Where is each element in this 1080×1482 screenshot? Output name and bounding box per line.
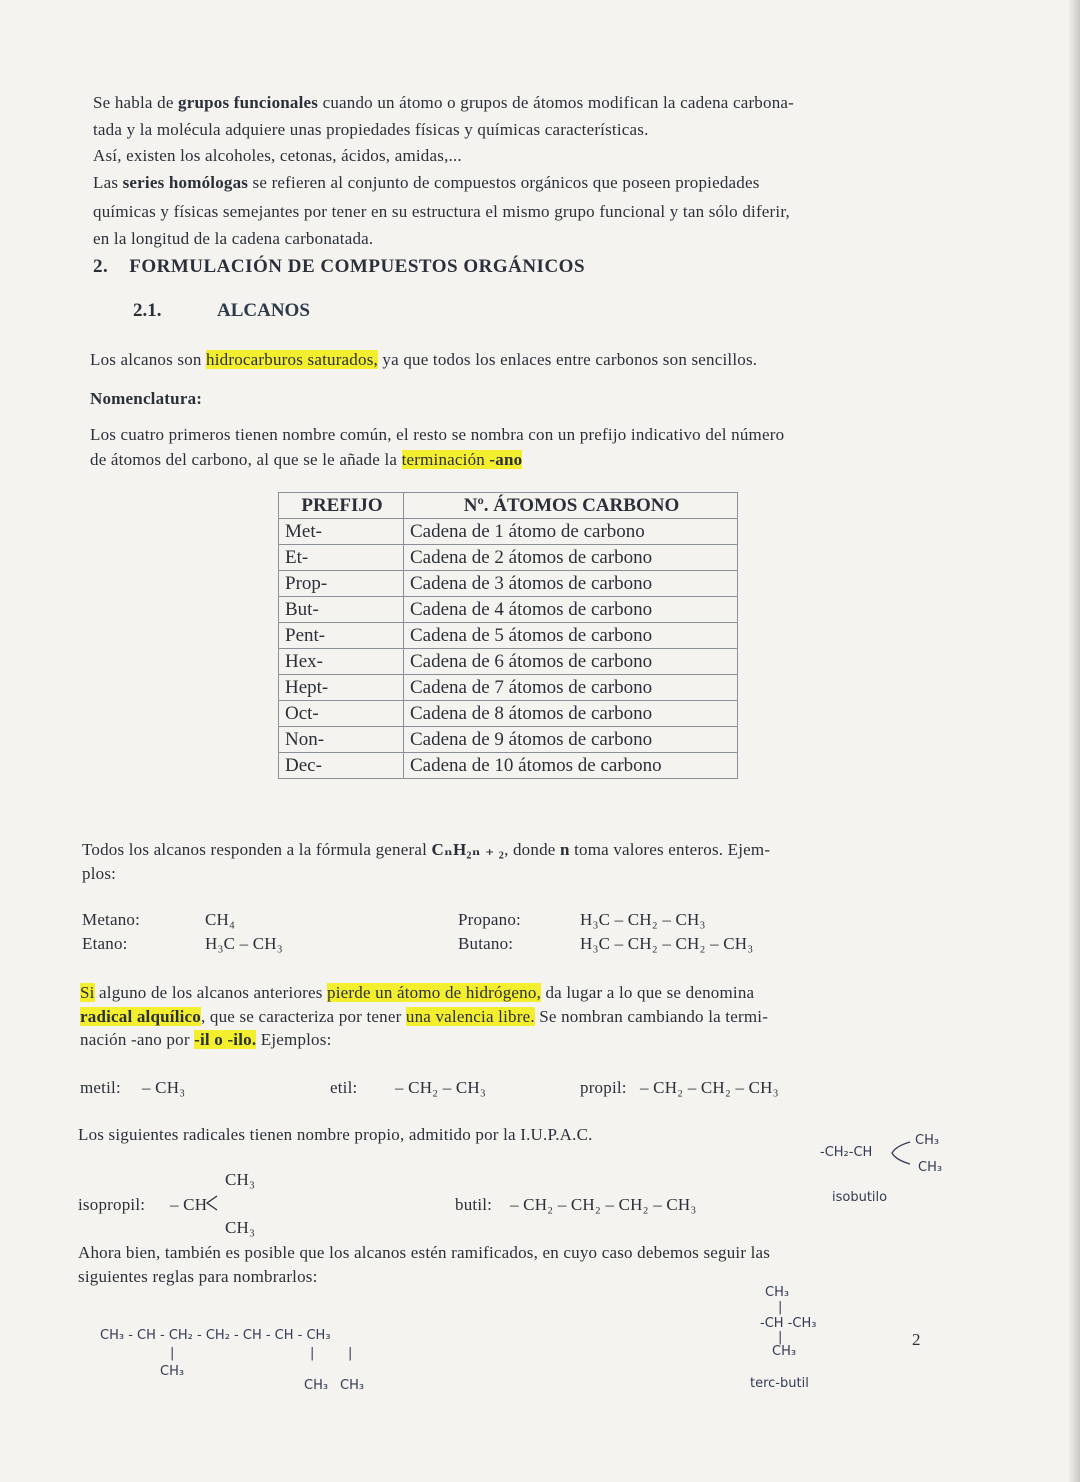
terc-mid: -CH -CH₃ bbox=[760, 1316, 817, 1331]
iupac-line: Los siguientes radicales tienen nombre propio, admitido por la I.U.P.A.C. bbox=[78, 1125, 593, 1144]
section-heading: 2. FORMULACIÓN DE COMPUESTOS ORGÁNICOS bbox=[93, 256, 586, 277]
metano-label: Metano: bbox=[82, 910, 141, 929]
page-number: 2 bbox=[912, 1330, 921, 1349]
propano-formula: H₃C – CH₂ – CH₃ bbox=[580, 910, 706, 929]
intro-line-2: tada y la molécula adquiere unas propiedades físicas y químicas características. bbox=[93, 120, 649, 139]
table-row bbox=[279, 675, 738, 701]
isobutil-branch-icon bbox=[888, 1138, 914, 1168]
formula-line-2: plos: bbox=[82, 864, 117, 883]
propano-label: Propano: bbox=[458, 910, 521, 929]
atoms-cell: Cadena de 3 átomos de carbono bbox=[404, 571, 738, 597]
atoms-cell: Cadena de 4 átomos de carbono bbox=[404, 597, 738, 623]
chain-sub-2: CH₃ bbox=[304, 1378, 329, 1393]
subsection-title: ALCANOS bbox=[217, 300, 310, 321]
atoms-cell: Cadena de 1 átomo de carbono bbox=[404, 519, 738, 545]
butano-formula: H₃C – CH₂ – CH₂ – CH₃ bbox=[580, 934, 754, 953]
radical-line-3: nación -ano por -il o -ilo. Ejemplos: bbox=[80, 1030, 332, 1049]
table-row bbox=[279, 571, 738, 597]
chain-sub-1: CH₃ bbox=[160, 1364, 185, 1379]
isobutil-branch-bottom: CH₃ bbox=[918, 1160, 943, 1175]
terc-bond-bottom: | bbox=[778, 1330, 783, 1345]
header-prefijo: PREFIJO bbox=[279, 493, 404, 519]
intro-line-3: Así, existen los alcoholes, cetonas, ácidos, amidas,... bbox=[93, 146, 462, 165]
intro-line-5: químicas y físicas semejantes por tener en su estructura el mismo grupo funcional y tan sólo diferir, bbox=[93, 202, 790, 221]
atoms-cell: Cadena de 2 átomos de carbono bbox=[404, 545, 738, 571]
propil-label: propil: bbox=[580, 1078, 627, 1097]
isobutil-branch-top: CH₃ bbox=[915, 1133, 940, 1148]
prefix-cell: Pent- bbox=[279, 623, 404, 649]
butano-label: Butano: bbox=[458, 934, 514, 953]
butil-formula: – CH₂ – CH₂ – CH₂ – CH₃ bbox=[510, 1195, 697, 1214]
ramificados-line-1: Ahora bien, también es posible que los alcanos estén ramificados, en cuyo caso debemos seguir las bbox=[78, 1243, 771, 1262]
intro-line-1: Se habla de grupos funcionales cuando un átomo o grupos de átomos modifican la cadena carbona- bbox=[93, 93, 795, 112]
terc-bond-top: | bbox=[778, 1300, 783, 1315]
propil-formula: – CH₂ – CH₂ – CH₃ bbox=[640, 1078, 779, 1097]
prefix-cell: Prop- bbox=[279, 571, 404, 597]
prefix-cell: Met- bbox=[279, 519, 404, 545]
chain-sub-3: CH₃ bbox=[340, 1378, 365, 1393]
isopropil-branch-icon bbox=[203, 1193, 219, 1213]
isobutil-formula: -CH₂-CH bbox=[820, 1145, 873, 1160]
chain-bond-3: | bbox=[348, 1346, 353, 1361]
atoms-cell: Cadena de 9 átomos de carbono bbox=[404, 727, 738, 753]
table-row bbox=[279, 545, 738, 571]
isopropil-label: isopropil: bbox=[78, 1195, 146, 1214]
etano-label: Etano: bbox=[82, 934, 128, 953]
atoms-cell: Cadena de 7 átomos de carbono bbox=[404, 675, 738, 701]
butil-label: butil: bbox=[455, 1195, 493, 1214]
ramificados-line-2: siguientes reglas para nombrarlos: bbox=[78, 1267, 318, 1286]
prefix-cell: Hex- bbox=[279, 649, 404, 675]
nomenclatura-line-2: de átomos del carbono, al que se le añade la terminación -ano bbox=[90, 450, 523, 469]
header-atomos: Nº. ÁTOMOS CARBONO bbox=[404, 493, 738, 519]
metil-label: metil: bbox=[80, 1078, 121, 1097]
metil-formula: – CH₃ bbox=[142, 1078, 186, 1097]
subsection-number: 2.1. bbox=[133, 300, 162, 321]
terc-bottom: CH₃ bbox=[772, 1344, 797, 1359]
etano-formula: H₃C – CH₃ bbox=[205, 934, 283, 953]
etil-label: etil: bbox=[330, 1078, 358, 1097]
metano-formula: CH₄ bbox=[205, 910, 236, 929]
nomenclatura-heading: Nomenclatura: bbox=[90, 389, 203, 408]
atoms-cell: Cadena de 10 átomos de carbono bbox=[404, 753, 738, 779]
nomenclatura-line-1: Los cuatro primeros tienen nombre común, el resto se nombra con un prefijo indicativo del número bbox=[90, 425, 785, 444]
atoms-cell: Cadena de 8 átomos de carbono bbox=[404, 701, 738, 727]
formula-line-1: Todos los alcanos responden a la fórmula general CₙH₂ₙ ₊ ₂, donde n toma valores enteros. Ejem- bbox=[82, 840, 771, 859]
intro-line-6: en la longitud de la cadena carbonatada. bbox=[93, 229, 374, 248]
prefix-cell: Et- bbox=[279, 545, 404, 571]
radical-line-1: Si alguno de los alcanos anteriores pierde un átomo de hidrógeno, da lugar a lo que se denomina bbox=[80, 983, 755, 1002]
prefix-cell: Non- bbox=[279, 727, 404, 753]
table-row bbox=[279, 727, 738, 753]
radical-line-2: radical alquílico, que se caracteriza por tener una valencia libre. Se nombran cambiando la termi- bbox=[80, 1007, 769, 1026]
chain-bond-1: | bbox=[170, 1346, 175, 1361]
table-row bbox=[279, 701, 738, 727]
chain-bond-2: | bbox=[310, 1346, 315, 1361]
intro-line-4: Las series homólogas se refieren al conjunto de compuestos orgánicos que poseen propiedades bbox=[93, 173, 760, 192]
isopropil-bottom: CH₃ bbox=[225, 1218, 256, 1237]
prefix-cell: Oct- bbox=[279, 701, 404, 727]
terc-label: terc-butil bbox=[750, 1376, 809, 1391]
isobutil-label: isobutilo bbox=[832, 1190, 888, 1205]
alcanos-definition: Los alcanos son hidrocarburos saturados, ya que todos los enlaces entre carbonos son sencillos. bbox=[90, 350, 758, 369]
terc-top: CH₃ bbox=[765, 1285, 790, 1300]
table-header-row bbox=[279, 493, 738, 519]
prefix-cell: Dec- bbox=[279, 753, 404, 779]
prefix-table bbox=[278, 492, 738, 779]
table-row bbox=[279, 519, 738, 545]
atoms-cell: Cadena de 6 átomos de carbono bbox=[404, 649, 738, 675]
isopropil-mid: – CH bbox=[170, 1195, 208, 1214]
table-row bbox=[279, 649, 738, 675]
table-row bbox=[279, 623, 738, 649]
prefix-cell: But- bbox=[279, 597, 404, 623]
prefix-cell: Hept- bbox=[279, 675, 404, 701]
table-row bbox=[279, 753, 738, 779]
isopropil-top: CH₃ bbox=[225, 1170, 256, 1189]
atoms-cell: Cadena de 5 átomos de carbono bbox=[404, 623, 738, 649]
page-edge-shadow bbox=[1068, 0, 1080, 1482]
chain-formula: CH₃ - CH - CH₂ - CH₂ - CH - CH - CH₃ bbox=[100, 1328, 331, 1343]
table-row bbox=[279, 597, 738, 623]
etil-formula: – CH₂ – CH₃ bbox=[395, 1078, 487, 1097]
